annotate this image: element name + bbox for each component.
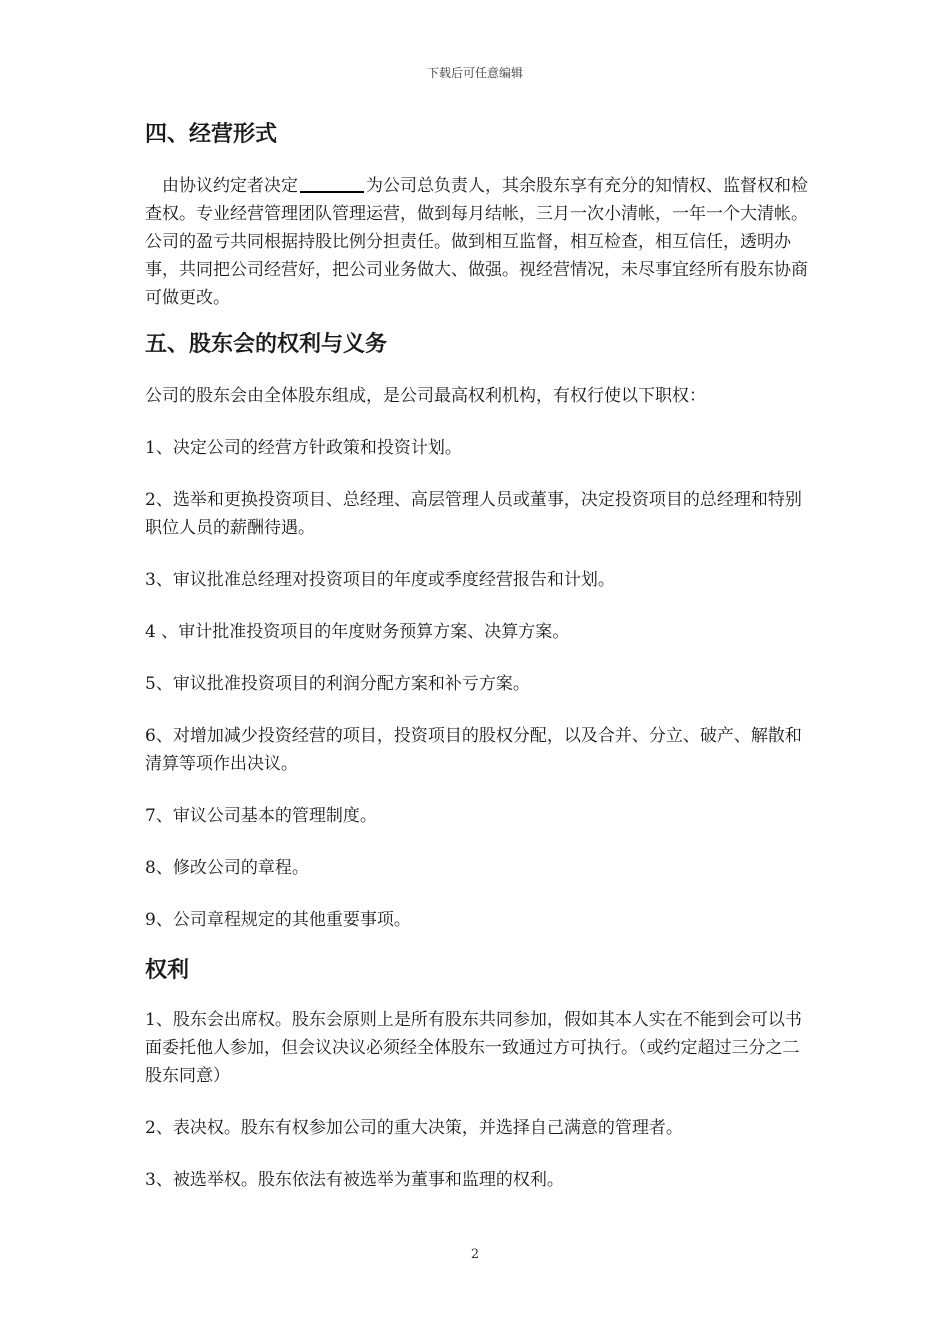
section-4-text-end: 为公司总负责人，其余股东享有充分的知情权、监督权和检查权。专业经营管理团队管理运营，做到每月结帐，三月一次小清帐，一年一个大清帐。公司的盈亏共同根据持股比例分担责任。做到相互监督，相互检查，相互信任，透明办事，共同把公司经营好，把公司业务做大、做强。视经营情况，未尽事宜经所有股东协商可做更改。 — [145, 176, 808, 308]
page-header: 下载后可任意编辑 — [426, 66, 523, 80]
list-item: 9、公司章程规定的其他重要事项。 — [145, 910, 411, 930]
section-5-title: 五、股东会的权利与义务 — [145, 332, 388, 357]
section-4-text-start: 由协议约定者决定 — [162, 176, 298, 196]
list-item: 1、决定公司的经营方针政策和投资计划。 — [145, 438, 462, 458]
list-item: 2、选举和更换投资项目、总经理、高层管理人员或董事，决定投资项目的总经理和特别职位人员的薪酬待遇。 — [145, 490, 802, 538]
list-item: 5、审议批准投资项目的利润分配方案和补亏方案。 — [145, 674, 530, 694]
list-item: 3、审议批准总经理对投资项目的年度或季度经营报告和计划。 — [145, 570, 615, 590]
list-item: 2、表决权。股东有权参加公司的重大决策，并选择自己满意的管理者。 — [145, 1118, 683, 1138]
section-4-title: 四、经营形式 — [145, 122, 278, 147]
list-item: 1、股东会出席权。股东会原则上是所有股东共同参加，假如其本人实在不能到会可以书面委托他人参加，但会议决议必须经全体股东一致通过方可执行。（或约定超过三分之二股东同意） — [145, 1010, 802, 1086]
page-content — [145, 118, 810, 1194]
section-4-paragraph — [145, 172, 810, 312]
page-number: 2 — [470, 1247, 480, 1262]
rights-title: 权利 — [145, 958, 190, 983]
list-item: 4 、审计批准投资项目的年度财务预算方案、决算方案。 — [145, 622, 570, 642]
section-5-intro: 公司的股东会由全体股东组成，是公司最高权利机构，有权行使以下职权： — [145, 386, 706, 406]
fill-in-blank — [300, 173, 364, 193]
list-item: 8、修改公司的章程。 — [145, 858, 309, 878]
list-item: 3、被选举权。股东依法有被选举为董事和监理的权利。 — [145, 1170, 564, 1190]
list-item: 7、审议公司基本的管理制度。 — [145, 806, 377, 826]
list-item: 6、对增加减少投资经营的项目，投资项目的股权分配，以及合并、分立、破产、解散和清算等项作出决议。 — [145, 726, 802, 774]
